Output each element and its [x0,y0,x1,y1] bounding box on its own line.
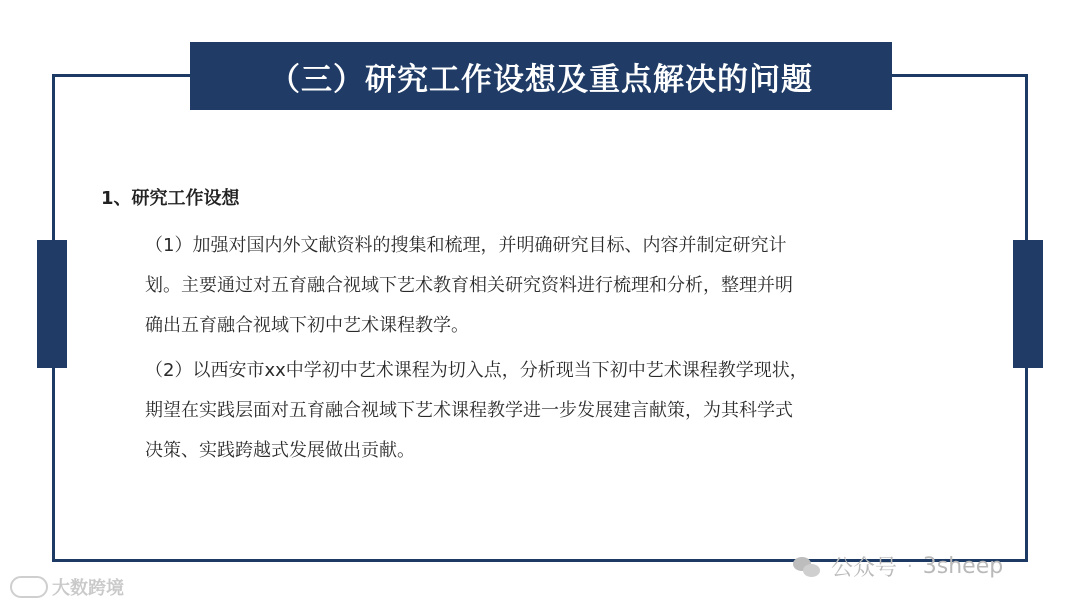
right-side-tab [1013,240,1043,368]
paragraph-2-line-1: （2）以西安市xx中学初中艺术课程为切入点，分析现当下初中艺术课程教学现状， [145,360,808,381]
watermark-right [793,551,1003,582]
left-side-tab [37,240,67,368]
title-banner [190,42,892,110]
watermark-right-label: 公众号 [831,556,898,581]
paragraph-2-line-3: 决策、实践跨越式发展做出贡献。 [145,440,415,461]
paragraph-2 [100,351,980,471]
paragraph-2-line-2: 期望在实践层面对五育融合视域下艺术课程教学进一步发展建言献策，为其科学式 [145,400,793,421]
watermark-left [10,574,124,600]
section-heading: 1、研究工作设想 [101,188,240,209]
watermark-separator: · [907,556,913,577]
watermark-left-text: 大数跨境 [52,578,124,599]
watermark-right-account: 3sheep [922,554,1004,579]
paragraph-1-line-2: 划。主要通过对五育融合视域下艺术教育相关研究资料进行梳理和分析，整理并明 [145,275,793,296]
paragraph-1-line-1: （1）加强对国内外文献资料的搜集和梳理，并明确研究目标、内容并制定研究计 [145,235,787,256]
paragraph-1 [100,226,980,346]
watermark-logo-icon [10,576,48,598]
paragraph-1-line-3: 确出五育融合视域下初中艺术课程教学。 [145,315,469,336]
page-title: （三）研究工作设想及重点解决的问题 [269,61,813,98]
wechat-icon [793,555,821,579]
